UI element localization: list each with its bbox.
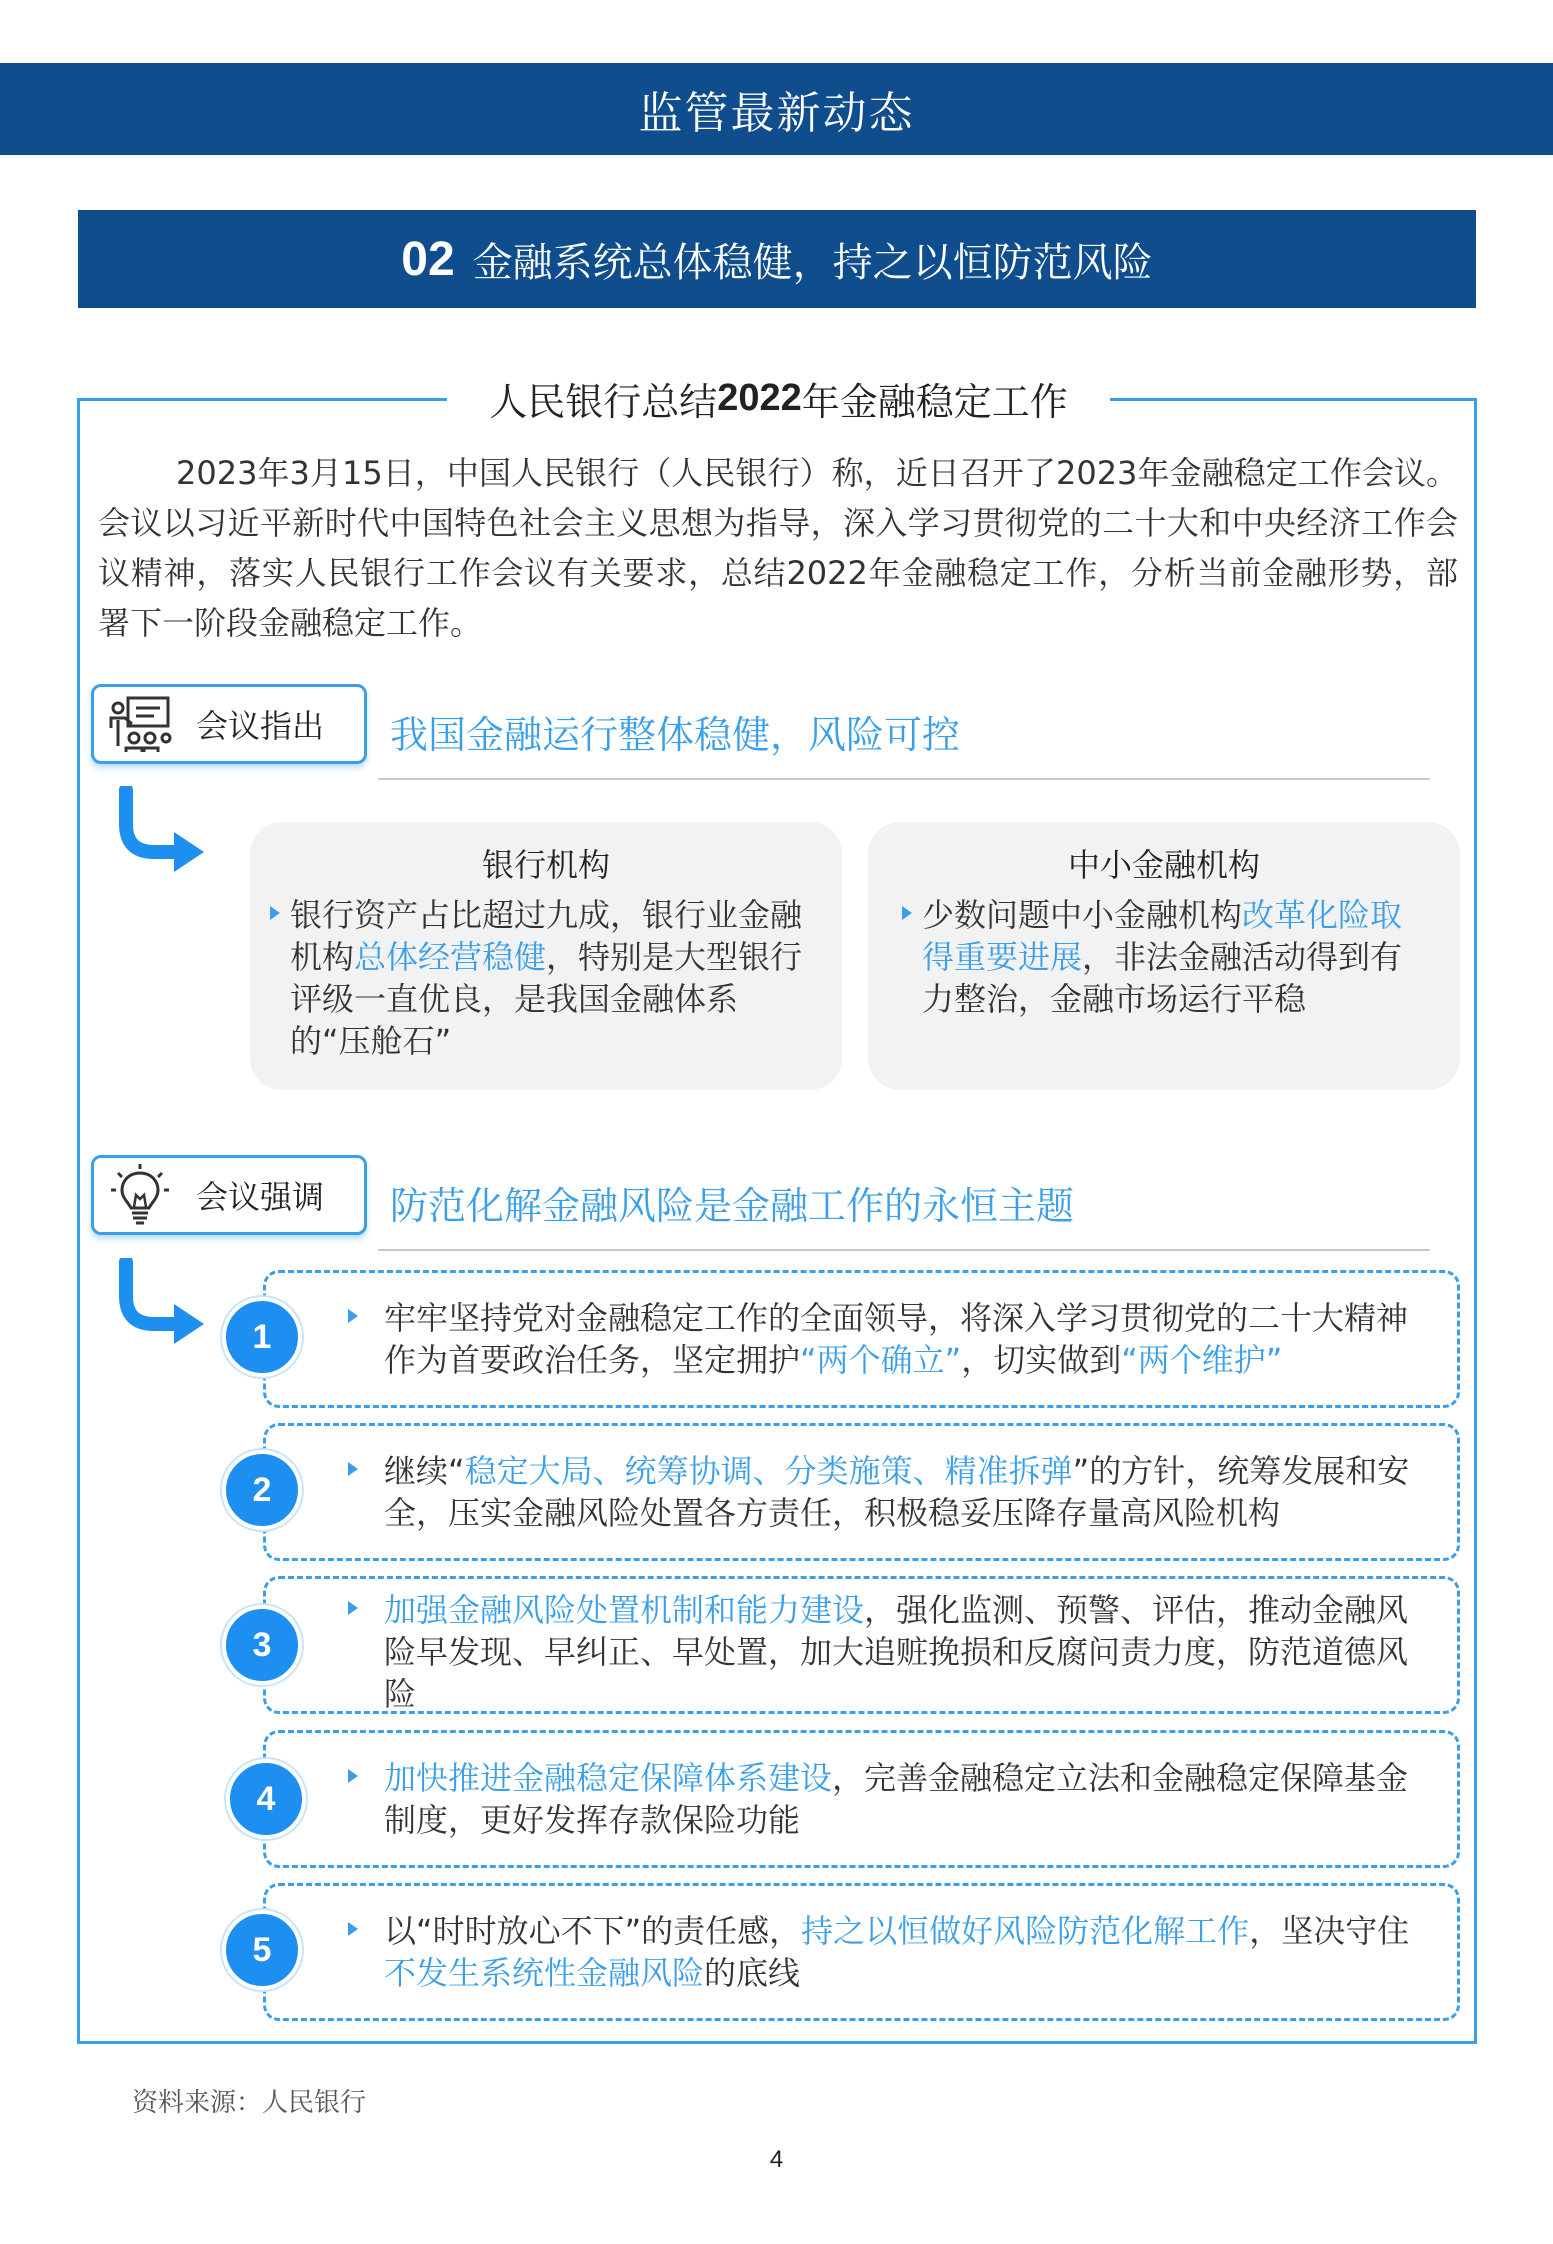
bullet-triangle-icon — [348, 1922, 358, 1936]
page-header — [0, 63, 1553, 155]
card-body: 少数问题中小金融机构改革化险取得重要进展，非法金融活动得到有力整治，金融市场运行平稳 — [922, 894, 1430, 1020]
label-meeting-points-text: 会议指出 — [196, 707, 325, 745]
emphasis-item-text: 牢牢坚持党对金融稳定工作的全面领导，将深入学习贯彻党的二十大精神作为首要政治任务，坚定拥护“两个确立”，切实做到“两个维护” — [384, 1297, 1421, 1381]
emphasis-item-text: 加强金融风险处置机制和能力建设，强化监测、预警、评估，推动金融风险早发现、早纠正、早处置，加大追赃挽损和反腐问责力度，防范道德风险 — [384, 1589, 1421, 1715]
source-note: 资料来源：人民银行 — [132, 2088, 367, 2118]
curved-arrow-icon — [112, 1258, 208, 1354]
panel-title: 人民银行总结 2022 年金融稳定工作 — [489, 376, 1068, 424]
item-number-badge: 1 — [222, 1297, 302, 1377]
label-meeting-emphasis — [91, 1155, 367, 1235]
page-number: 4 — [769, 2146, 784, 2173]
card-title: 中小金融机构 — [1067, 846, 1260, 884]
section-title: 金融系统总体稳健，持之以恒防范风险 — [472, 239, 1153, 286]
card-body: 银行资产占比超过九成，银行业金融机构总体经营稳健，特别是大型银行评级一直优良，是我国金融体系的“压舱石” — [290, 894, 812, 1062]
divider — [378, 1249, 1430, 1251]
bullet-triangle-icon — [348, 1462, 358, 1476]
bullet-triangle-icon — [902, 906, 912, 920]
bullet-triangle-icon — [348, 1769, 358, 1783]
item-number-badge: 4 — [226, 1759, 306, 1839]
card-small-financial-institutions — [868, 822, 1460, 1090]
item-number-badge: 5 — [222, 1910, 302, 1990]
section-number: 02 — [401, 232, 455, 286]
emphasis-item-text: 以“时时放心不下”的责任感，持之以恒做好风险防范化解工作，坚决守住不发生系统性金融风险的底线 — [384, 1910, 1421, 1994]
label-meeting-points — [91, 684, 367, 764]
emphasis-item-text: 继续“稳定大局、统筹协调、分类施策、精准拆弹”的方针，统筹发展和安全，压实金融风险处置各方责任，积极稳妥压降存量高风险机构 — [384, 1450, 1421, 1534]
panel-border-left — [77, 398, 447, 401]
section-title-bar — [78, 210, 1476, 308]
curved-arrow-icon — [112, 786, 208, 882]
panel-border-right — [1110, 398, 1477, 401]
card-bank-institutions — [250, 822, 842, 1090]
emphasis-item-3 — [263, 1576, 1460, 1714]
bullet-triangle-icon — [270, 906, 280, 920]
intro-paragraph: 2023年3月15日，中国人民银行（人民银行）称，近日召开了2023年金融稳定工作会议。会议以习近平新时代中国特色社会主义思想为指导，深入学习贯彻党的二十大和中央经济工作会议精神，落实人民银行工作会议有关要求，总结2022年金融稳定工作，分析当前金融形势，部署下一阶段金融稳定工作。 — [98, 454, 1458, 642]
emphasis-item-text: 加快推进金融稳定保障体系建设，完善金融稳定立法和金融稳定保障基金制度，更好发挥存款保险功能 — [384, 1757, 1421, 1841]
item-number-badge: 3 — [222, 1605, 302, 1685]
emphasis-item-1 — [263, 1270, 1460, 1408]
bullet-triangle-icon — [348, 1309, 358, 1323]
lightbulb-icon — [106, 1163, 174, 1227]
card-title: 银行机构 — [481, 846, 610, 884]
emphasis-item-5 — [263, 1883, 1460, 2021]
presentation-icon — [106, 692, 174, 756]
divider — [378, 778, 1430, 780]
emphasis-item-4 — [263, 1730, 1460, 1868]
headline-meeting-points: 我国金融运行整体稳健，风险可控 — [390, 713, 961, 757]
emphasis-item-2 — [263, 1423, 1460, 1561]
page-header-title: 监管最新动态 — [638, 88, 915, 139]
item-number-badge: 2 — [222, 1450, 302, 1530]
headline-meeting-emphasis: 防范化解金融风险是金融工作的永恒主题 — [390, 1184, 1075, 1228]
bullet-triangle-icon — [348, 1601, 358, 1615]
label-meeting-emphasis-text: 会议强调 — [196, 1178, 325, 1216]
